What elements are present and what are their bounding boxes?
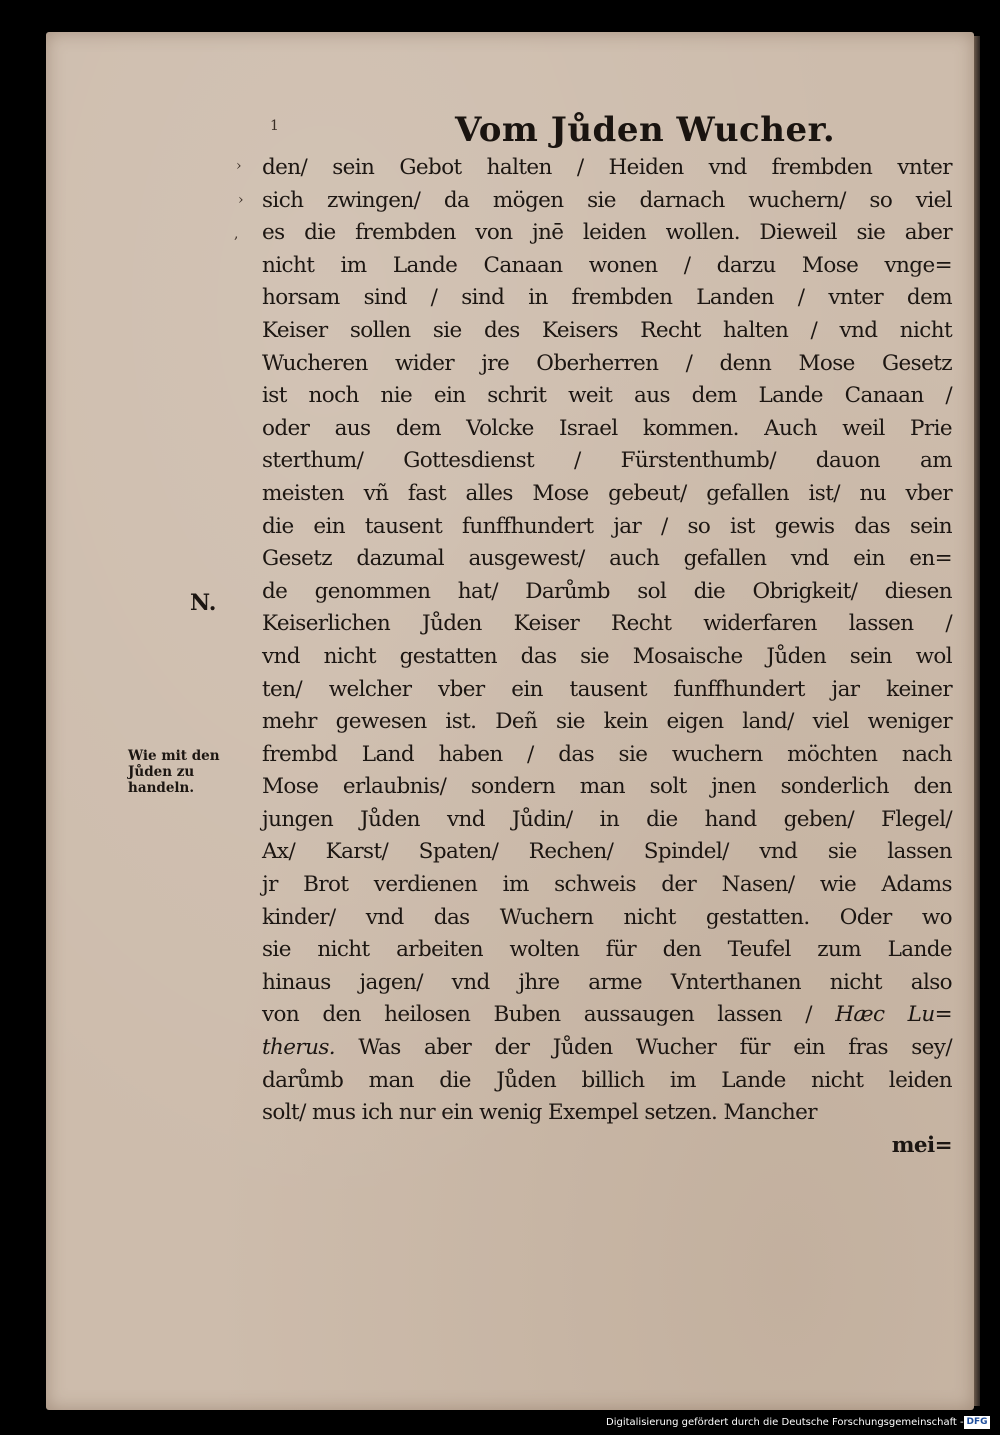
- text-line: Ax/ Karst/ Spaten/ Rechen/ Spindel/ vnd sie lassen: [262, 839, 952, 865]
- text-line: den/ sein Gebot halten / Heiden vnd frembden vnter: [262, 155, 952, 180]
- margin-tick-mark: ›: [238, 192, 244, 208]
- margin-tick-mark: ›: [236, 158, 242, 174]
- text-line: Keiser sollen sie des Keisers Recht halten / vnd nicht: [262, 317, 952, 343]
- text-line: jungen Jůden vnd Jůdin/ in die hand geben/ Flegel/: [262, 806, 952, 832]
- digitization-credit: Digitalisierung gefördert durch die Deutsche Forschungsgemeinschaft -: [606, 1417, 964, 1428]
- text-line: frembd Land haben / das sie wuchern möchten nach: [262, 741, 952, 767]
- text-line: meisten vñ fast alles Mose gebeut/ gefallen ist/ nu vber: [262, 480, 952, 506]
- text-line: horsam sind / sind in frembden Landen / vnter dem: [262, 285, 952, 311]
- text-line: de genommen hat/ Darůmb sol die Obrigkeit/ diesen: [262, 578, 952, 604]
- text-line: jr Brot verdienen im schweis der Nasen/ wie Adams: [262, 872, 952, 898]
- text-line: darůmb man die Jůden billich im Lande nicht leiden: [262, 1067, 952, 1093]
- text-line: ten/ welcher vber ein tausent funffhundert jar keiner: [262, 676, 952, 702]
- text-line: nicht im Lande Canaan wonen / darzu Mose vnge=: [262, 252, 952, 278]
- text-line-with-latin: [262, 999, 952, 1032]
- text-line: oder aus dem Volcke Israel kommen. Auch weil Prie: [262, 415, 952, 441]
- text-line-segment: von den heilosen Buben aussaugen lassen /: [262, 1002, 812, 1028]
- margin-tick-mark: ,: [234, 226, 239, 242]
- latin-phrase: therus.: [262, 1035, 336, 1061]
- margin-note: [128, 748, 258, 796]
- body-text: [262, 152, 952, 1162]
- nota-bene-mark: N.: [190, 590, 217, 616]
- margin-note-line: Jůden zu: [128, 764, 195, 780]
- page-edge: [974, 36, 980, 1406]
- text-line: Mose erlaubnis/ sondern man solt jnen sonderlich den: [262, 774, 952, 800]
- text-line: Gesetz dazumal ausgewest/ auch gefallen vnd ein en=: [262, 546, 952, 572]
- text-line-with-latin: [262, 1032, 952, 1065]
- text-line: Keiserlichen Jůden Keiser Recht widerfaren lassen /: [262, 611, 952, 637]
- catchword: mei=: [891, 1132, 952, 1158]
- latin-phrase: Hæc Lu=: [835, 1002, 953, 1028]
- text-line: hinaus jagen/ vnd jhre arme Vnterthanen nicht also: [262, 969, 952, 995]
- dfg-logo: DFG: [964, 1416, 990, 1429]
- text-line: ist noch nie ein schrit weit aus dem Lande Canaan /: [262, 383, 952, 409]
- text-line: sich zwingen/ da mögen sie darnach wuchern/ so viel: [262, 187, 952, 213]
- text-line: vnd nicht gestatten das sie Mosaische Jůden sein wol: [262, 643, 952, 669]
- page-mark: 1: [270, 118, 279, 134]
- text-line: die ein tausent funffhundert jar / so ist gewis das sein: [262, 513, 952, 539]
- running-head: Vom Jůden Wucher.: [455, 110, 836, 150]
- text-line: sterthum/ Gottesdienst / Fürstenthumb/ dauon am: [262, 448, 952, 474]
- margin-note-line: handeln.: [128, 780, 195, 796]
- text-line: kinder/ vnd das Wuchern nicht gestatten. Oder wo: [262, 904, 952, 930]
- text-line-segment: Was aber der Jůden Wucher für ein fras sey/: [335, 1035, 952, 1061]
- text-line: sie nicht arbeiten wolten für den Teufel zum Lande: [262, 937, 952, 963]
- text-line: es die frembden von jnē leiden wollen. Dieweil sie aber: [262, 220, 952, 246]
- text-line: solt/ mus ich nur ein wenig Exempel setzen. Mancher: [262, 1100, 817, 1126]
- margin-note-line: Wie mit den: [128, 748, 220, 764]
- text-line: mehr gewesen ist. Deñ sie kein eigen land/ viel weniger: [262, 709, 952, 735]
- text-line: Wucheren wider jre Oberherren / denn Mose Gesetz: [262, 350, 952, 376]
